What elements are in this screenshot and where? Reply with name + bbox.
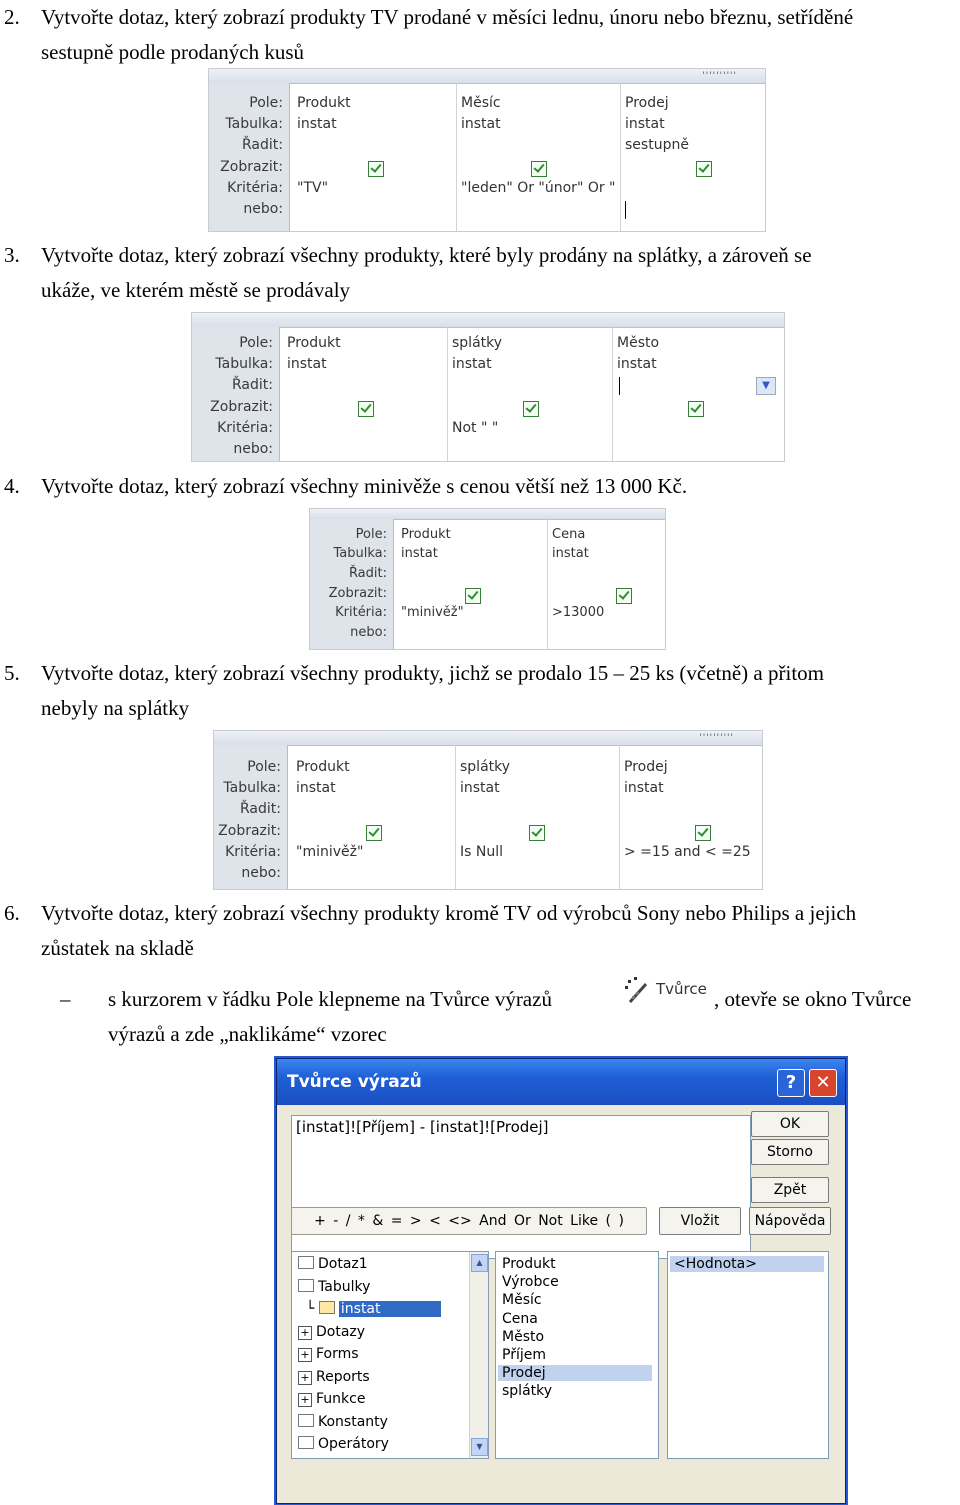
task-text-continued: nebyly na splátky (41, 696, 190, 720)
table-cell[interactable]: instat (401, 546, 438, 561)
query-grid-2 (191, 312, 785, 462)
label-pole: Pole: (239, 335, 273, 351)
field-item[interactable]: Měsíc (502, 1292, 542, 1308)
ok-button[interactable]: OK (751, 1111, 829, 1137)
tree-item[interactable]: Konstanty (298, 1414, 388, 1430)
criteria-cell[interactable]: > =15 and < =25 (624, 844, 751, 860)
field-cell[interactable]: Prodej (625, 95, 669, 111)
grid-column[interactable] (283, 327, 448, 461)
text-cursor (625, 201, 626, 219)
field-list[interactable] (495, 1251, 659, 1459)
task-text: Vytvořte dotaz, který zobrazí všechny produkty, které byly prodány na splátky, a zároveň se (41, 243, 812, 267)
field-cell[interactable]: splátky (452, 335, 503, 351)
folder-icon (298, 1414, 314, 1427)
field-item[interactable]: Město (502, 1329, 545, 1345)
grid-column[interactable] (448, 327, 613, 461)
table-cell[interactable]: instat (461, 116, 501, 132)
builder-button[interactable] (618, 972, 708, 1008)
task-number: 5. (4, 661, 20, 685)
grid-column[interactable] (613, 327, 784, 461)
label-pole: Pole: (355, 527, 387, 542)
expand-icon[interactable]: + (298, 1371, 312, 1385)
label-zobrazit: Zobrazit: (328, 586, 387, 601)
value-list[interactable] (667, 1251, 829, 1459)
expand-icon[interactable]: + (298, 1393, 312, 1407)
label-tabulka: Tabulka: (215, 356, 273, 372)
bullet-text: s kurzorem v řádku Pole klepneme na Tvůrce výrazů (108, 987, 552, 1011)
field-cell[interactable]: Měsíc (461, 95, 501, 111)
grid-column[interactable] (620, 745, 762, 889)
label-kriteria: Kritéria: (225, 844, 281, 860)
task-number: 4. (4, 474, 20, 498)
table-cell[interactable]: instat (452, 356, 492, 372)
query-grid-3 (309, 508, 666, 650)
expression-builder-dialog (276, 1058, 846, 1504)
tree-item[interactable]: + Funkce (298, 1391, 365, 1407)
field-cell[interactable]: Produkt (287, 335, 341, 351)
table-cell[interactable]: instat (297, 116, 337, 132)
show-checkbox[interactable] (695, 825, 711, 841)
label-pole: Pole: (249, 95, 283, 111)
show-checkbox[interactable] (696, 161, 712, 177)
show-checkbox[interactable] (688, 401, 704, 417)
label-tabulka: Tabulka: (225, 116, 283, 132)
field-cell[interactable]: Prodej (624, 759, 668, 775)
label-radit: Řadit: (232, 377, 273, 393)
label-kriteria: Kritéria: (217, 420, 273, 436)
criteria-cell[interactable]: Is Null (460, 844, 503, 860)
field-item[interactable]: splátky (502, 1383, 553, 1399)
task-text-continued: ukáže, ve kterém městě se prodávaly (41, 278, 351, 302)
show-checkbox[interactable] (366, 825, 382, 841)
operator-buttons[interactable]: + - / * & = > < <> And Or Not Like ( ) (291, 1207, 647, 1235)
query-grid-4 (213, 730, 763, 890)
show-checkbox[interactable] (465, 588, 481, 604)
table-cell[interactable]: instat (287, 356, 327, 372)
task-number: 2. (4, 5, 20, 29)
label-nebo: nebo: (243, 201, 283, 217)
row-labels (192, 327, 280, 461)
tree-item[interactable]: Tabulky (298, 1279, 370, 1295)
label-kriteria: Kritéria: (335, 605, 387, 620)
cancel-button[interactable]: Storno (751, 1139, 829, 1165)
field-item-selected[interactable]: Prodej (498, 1365, 652, 1381)
show-checkbox[interactable] (531, 161, 547, 177)
help-button[interactable]: Nápověda (749, 1207, 831, 1235)
scrollbar[interactable] (469, 1252, 488, 1458)
task-text: Vytvořte dotaz, který zobrazí produkty TV prodané v měsíci lednu, únoru nebo březnu, setříděné (41, 5, 854, 29)
tree-item[interactable]: Operátory (298, 1436, 389, 1452)
paste-button[interactable]: Vložit (659, 1207, 741, 1235)
field-item[interactable]: Příjem (502, 1347, 546, 1363)
expand-icon[interactable]: + (298, 1348, 312, 1362)
folder-icon (298, 1256, 314, 1269)
row-labels (310, 519, 394, 649)
tree-item-selected[interactable]: └ instat (306, 1301, 441, 1317)
table-cell[interactable]: instat (617, 356, 657, 372)
row-labels (209, 83, 290, 231)
show-checkbox[interactable] (368, 161, 384, 177)
label-zobrazit: Zobrazit: (210, 399, 273, 415)
task-text: Vytvořte dotaz, který zobrazí všechny produkty kromě TV od výrobců Sony nebo Philips a jejich (41, 901, 857, 925)
text-cursor (619, 377, 620, 395)
label-radit: Řadit: (242, 137, 283, 153)
bullet-text-tail: , otevře se okno Tvůrce (714, 987, 912, 1011)
label-nebo: nebo: (233, 441, 273, 457)
table-cell[interactable]: instat (552, 546, 589, 561)
label-radit: Řadit: (348, 566, 387, 581)
criteria-cell[interactable]: >13000 (552, 605, 605, 620)
folder-icon (298, 1436, 314, 1449)
sort-cell[interactable]: sestupně (625, 137, 689, 153)
label-kriteria: Kritéria: (227, 180, 283, 196)
table-cell[interactable]: instat (460, 780, 500, 796)
grid-column[interactable] (457, 83, 621, 231)
show-checkbox[interactable] (523, 401, 539, 417)
table-cell[interactable]: instat (624, 780, 664, 796)
field-cell[interactable]: Cena (552, 527, 586, 542)
task-text: Vytvořte dotaz, který zobrazí všechny produkty, jichž se prodalo 15 – 25 ks (včetně) a přitom (41, 661, 824, 685)
folder-icon (298, 1279, 314, 1292)
help-icon[interactable]: ? (777, 1069, 805, 1097)
field-cell[interactable]: Město (617, 335, 660, 351)
show-checkbox[interactable] (358, 401, 374, 417)
show-checkbox[interactable] (529, 825, 545, 841)
label-radit: Řadit: (240, 801, 281, 817)
grid-header-bar: '''''''''' (214, 731, 762, 746)
label-zobrazit: Zobrazit: (218, 823, 281, 839)
field-item[interactable]: Výrobce (502, 1274, 559, 1290)
tree-item[interactable]: + Dotazy (298, 1324, 365, 1340)
tree-item[interactable]: + Reports (298, 1369, 370, 1385)
criteria-cell[interactable]: Not " " (452, 420, 499, 436)
grid-column[interactable] (293, 83, 457, 231)
field-item[interactable]: Produkt (502, 1256, 556, 1272)
label-nebo: nebo: (241, 865, 281, 881)
grid-column[interactable] (397, 519, 548, 649)
criteria-cell[interactable]: "leden" Or "únor" Or " (461, 180, 616, 196)
field-cell[interactable]: Produkt (296, 759, 350, 775)
table-cell[interactable]: instat (296, 780, 336, 796)
magic-wand-icon (622, 974, 656, 1008)
builder-button-label: Tvůrce (656, 980, 707, 998)
dialog-titlebar[interactable] (277, 1059, 845, 1105)
expand-icon[interactable]: + (298, 1326, 312, 1340)
tree-item[interactable]: Dotaz1 (298, 1256, 368, 1272)
task-text-continued: zůstatek na skladě (41, 936, 194, 960)
tree-item[interactable]: + Forms (298, 1346, 359, 1362)
label-pole: Pole: (247, 759, 281, 775)
undo-button[interactable]: Zpět (751, 1177, 829, 1203)
label-zobrazit: Zobrazit: (220, 159, 283, 175)
task-text-continued: sestupně podle prodaných kusů (41, 40, 305, 64)
criteria-cell[interactable]: "minivěž" (401, 605, 464, 620)
show-checkbox[interactable] (616, 588, 632, 604)
field-item[interactable]: Cena (502, 1311, 538, 1327)
scroll-down-icon[interactable]: ▼ (471, 1438, 488, 1456)
folder-open-icon (319, 1301, 335, 1314)
expression-input[interactable] (291, 1115, 751, 1259)
task-number: 3. (4, 243, 20, 267)
query-grid-1 (208, 68, 766, 232)
grid-column[interactable] (456, 745, 620, 889)
bullet-dash: – (60, 987, 71, 1011)
field-cell[interactable]: splátky (460, 759, 511, 775)
grid-column[interactable] (292, 745, 456, 889)
dialog-title: Tvůrce výrazů (287, 1072, 422, 1092)
label-tabulka: Tabulka: (333, 546, 387, 561)
label-nebo: nebo: (350, 625, 387, 640)
close-icon[interactable]: ✕ (809, 1069, 837, 1097)
value-item-selected[interactable]: <Hodnota> (670, 1256, 824, 1272)
table-cell[interactable]: instat (625, 116, 665, 132)
grid-column[interactable] (548, 519, 665, 649)
grid-header-bar: '''''''''' (209, 69, 765, 84)
field-cell[interactable]: Produkt (297, 95, 351, 111)
criteria-cell[interactable]: "TV" (297, 180, 329, 196)
label-tabulka: Tabulka: (223, 780, 281, 796)
object-tree[interactable] (291, 1251, 489, 1459)
grid-column[interactable] (621, 83, 766, 231)
task-text: Vytvořte dotaz, který zobrazí všechny minivěže s cenou větší než 13 000 Kč. (41, 474, 688, 498)
scroll-up-icon[interactable]: ▲ (471, 1254, 488, 1272)
field-cell[interactable]: Produkt (401, 527, 451, 542)
expression-text: [instat]![Příjem] - [instat]![Prodej] (296, 1118, 549, 1136)
row-labels (214, 745, 288, 889)
grid-header-bar (192, 313, 784, 328)
dropdown-arrow-icon[interactable]: ▼ (756, 377, 776, 395)
bullet-text-continued: výrazů a zde „naklikáme“ vzorec (108, 1022, 387, 1046)
criteria-cell[interactable]: "minivěž" (296, 844, 364, 860)
task-number: 6. (4, 901, 20, 925)
